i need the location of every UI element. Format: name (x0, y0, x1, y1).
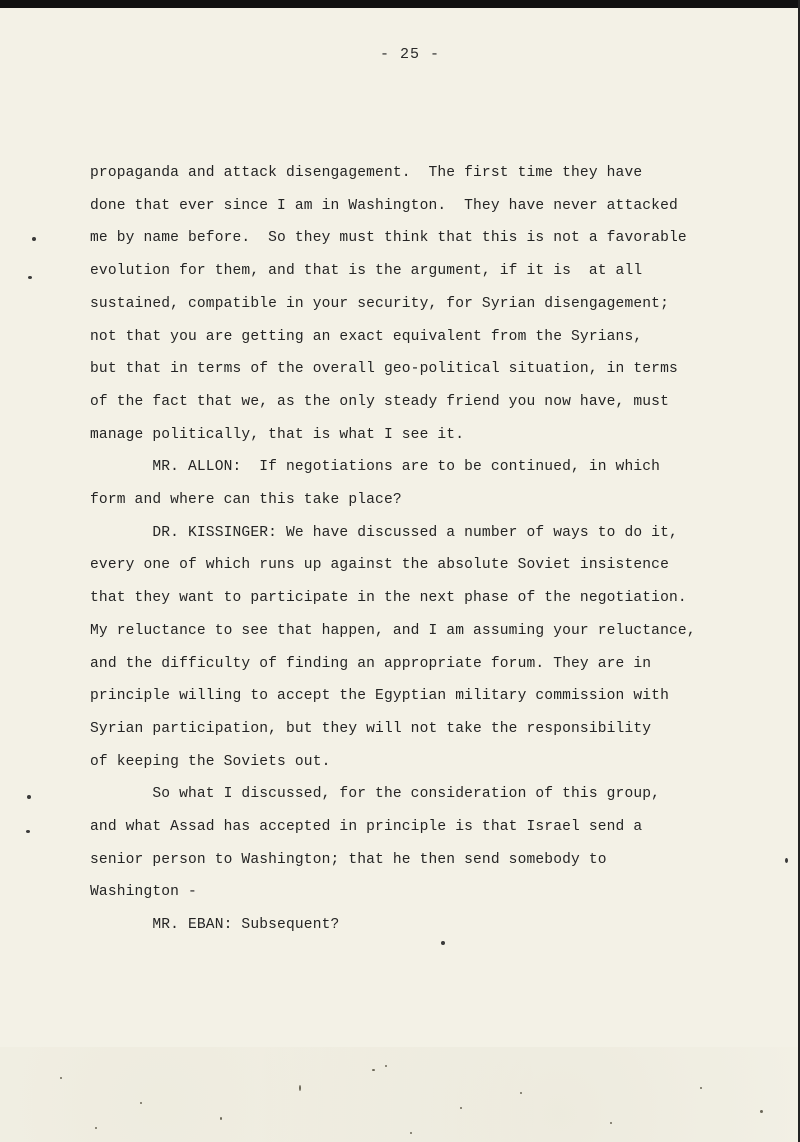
scan-noise (0, 1047, 798, 1142)
margin-mark (28, 276, 32, 279)
transcript-line: manage politically, that is what I see it. (90, 426, 465, 443)
transcript-line: DR. KISSINGER: We have discussed a number of ways to do it, (90, 524, 678, 541)
transcript-line: sustained, compatible in your security, for Syrian disengagement; (90, 295, 669, 312)
margin-mark (441, 941, 445, 945)
document-page (0, 8, 798, 1142)
transcript-line: principle willing to accept the Egyptian military commission with (90, 688, 669, 705)
transcript-line: every one of which runs up against the absolute Soviet insistence (90, 557, 669, 574)
transcript-line: me by name before. So they must think that this is not a favorable (90, 230, 687, 247)
transcript-line: and what Assad has accepted in principle is that Israel send a (90, 819, 643, 835)
transcript-line: Washington - (90, 884, 197, 901)
margin-mark (785, 858, 788, 863)
scan-top-border (0, 0, 800, 8)
transcript-line: Syrian participation, but they will not take the responsibility (90, 720, 652, 737)
transcript-line: done that ever since I am in Washington. They have never attacked (90, 197, 678, 214)
margin-mark (27, 795, 31, 799)
transcript-line: and the difficulty of finding an appropriate forum. They are in (90, 655, 652, 672)
transcript-line: MR. EBAN: Subsequent? (90, 917, 340, 934)
margin-mark (26, 830, 30, 833)
transcript-line: of the fact that we, as the only steady friend you now have, must (90, 393, 669, 410)
transcript-line: propaganda and attack disengagement. The first time they have (90, 165, 643, 181)
transcript-line: evolution for them, and that is the argument, if it is at all (90, 263, 643, 280)
page-number: - 25 - (379, 46, 440, 63)
transcript-line: My reluctance to see that happen, and I am assuming your reluctance, (90, 622, 696, 639)
transcript-line: So what I discussed, for the consideration of this group, (90, 786, 661, 803)
transcript-line: not that you are getting an exact equivalent from the Syrians, (90, 328, 643, 345)
transcript-line: that they want to participate in the next phase of the negotiation. (90, 590, 687, 607)
transcript-line: senior person to Washington; that he then send somebody to (90, 851, 607, 868)
transcript-line: MR. ALLON: If negotiations are to be continued, in which (90, 459, 661, 476)
margin-mark (32, 237, 36, 241)
transcript-line: of keeping the Soviets out. (90, 753, 331, 770)
transcript-line: form and where can this take place? (90, 492, 402, 508)
transcript-line: but that in terms of the overall geo-political situation, in terms (90, 361, 678, 378)
